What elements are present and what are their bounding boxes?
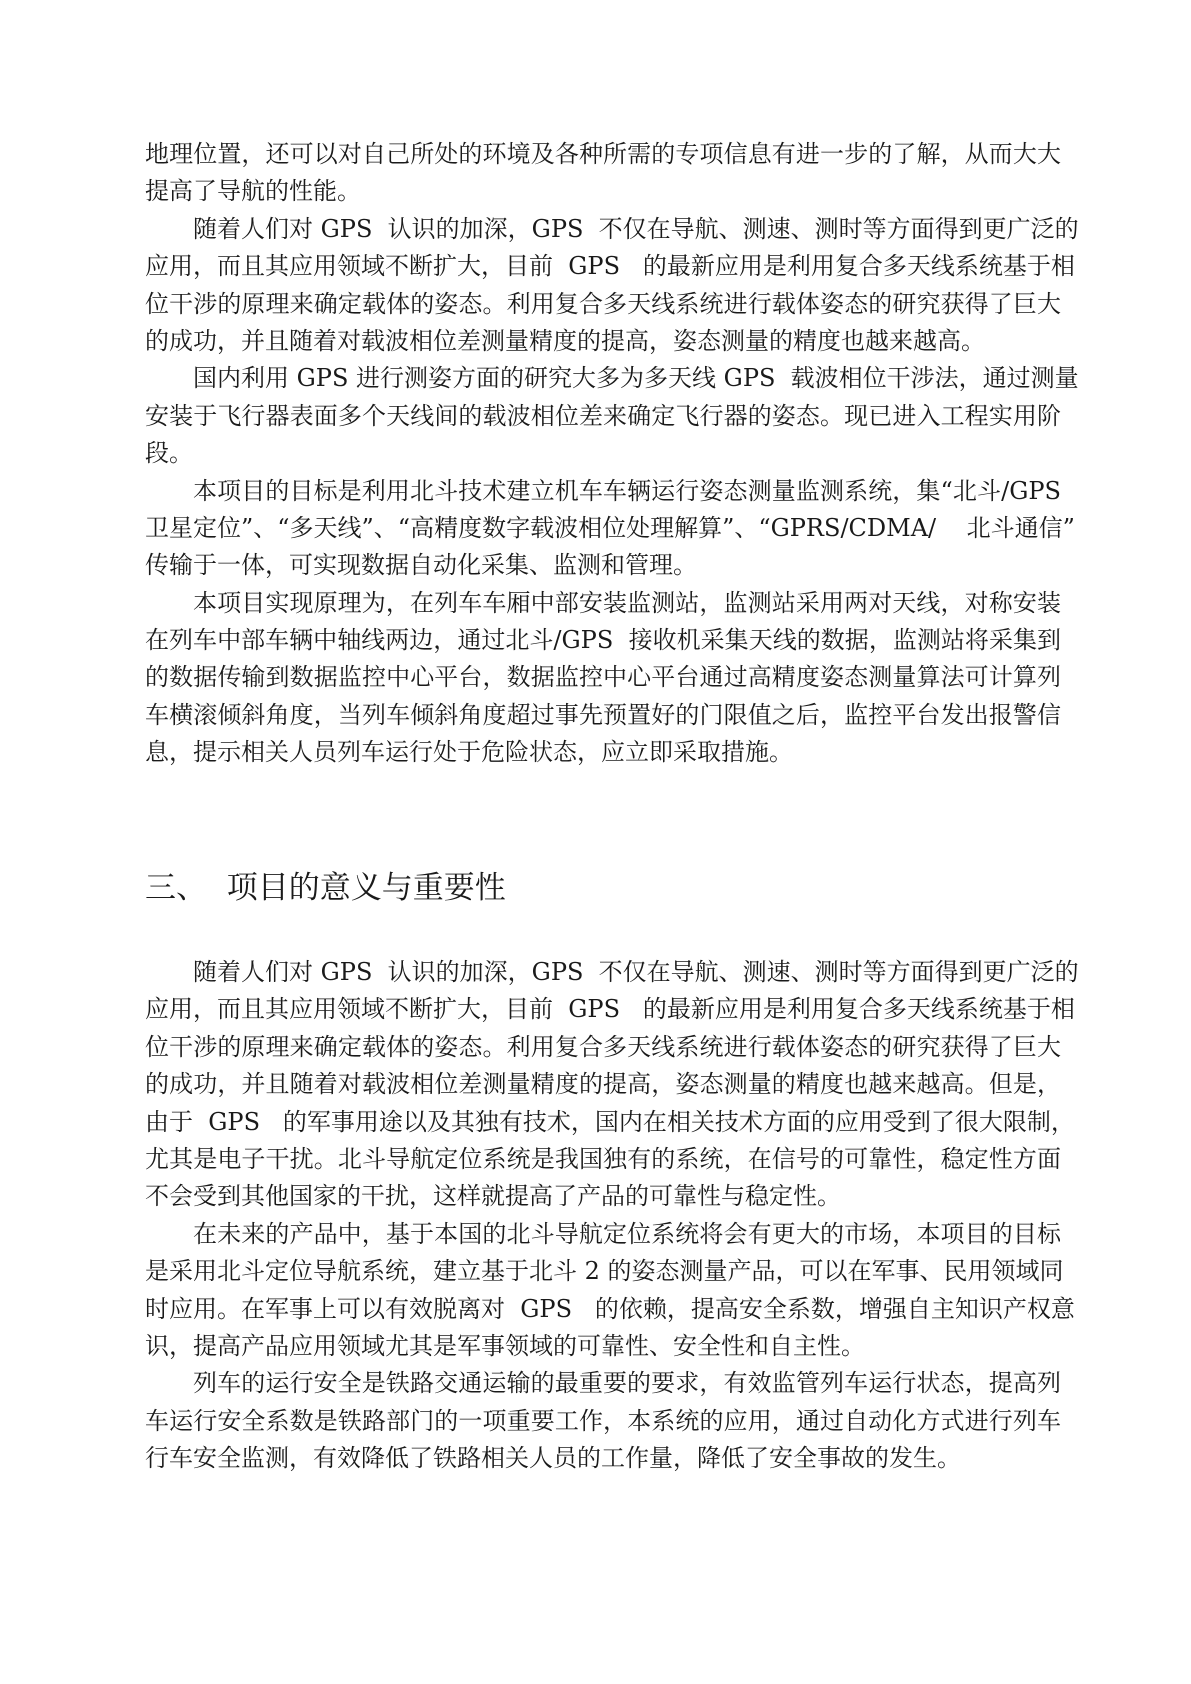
text-line: 识，提高产品应用领域尤其是军事领域的可靠性、安全性和自主性。: [145, 1331, 865, 1360]
text-line: 本项目实现原理为，在列车车厢中部安装监测站，监测站采用两对天线，对称安装: [193, 588, 1061, 617]
text-line: 的数据传输到数据监控中心平台，数据监控中心平台通过高精度姿态测量算法可计算列: [145, 663, 1061, 692]
text-line: 的成功，并且随着对载波相位差测量精度的提高，姿态测量的精度也越来越高。但是，: [145, 1070, 1061, 1099]
text-line: 在列车中部车辆中轴线两边，通过北斗/GPS 接收机采集天线的数据，监测站将采集到: [145, 626, 1061, 655]
text-line: 位干涉的原理来确定载体的姿态。利用复合多天线系统进行载体姿态的研究获得了巨大: [145, 1032, 1061, 1061]
body-section-2: [145, 954, 1079, 1477]
text-line: 是采用北斗定位导航系统，建立基于北斗 2 的姿态测量产品，可以在军事、民用领域同: [145, 1257, 1064, 1286]
text-line: 位干涉的原理来确定载体的姿态。利用复合多天线系统进行载体姿态的研究获得了巨大: [145, 289, 1061, 318]
text-line: 国内利用 GPS 进行测姿方面的研究大多为多天线 GPS 载波相位干涉法，通过测量: [193, 364, 1079, 393]
text-line: 尤其是电子干扰。北斗导航定位系统是我国独有的系统，在信号的可靠性，稳定性方面: [145, 1144, 1061, 1173]
text-line: 应用，而且其应用领域不断扩大，目前 GPS 的最新应用是利用复合多天线系统基于相: [145, 995, 1075, 1024]
text-line: 在未来的产品中，基于本国的北斗导航定位系统将会有更大的市场，本项目的目标: [193, 1219, 1061, 1248]
section-heading: 三、 项目的意义与重要性: [145, 870, 506, 906]
text-line: 传输于一体，可实现数据自动化采集、监测和管理。: [145, 551, 697, 580]
text-line: 时应用。在军事上可以有效脱离对 GPS 的依赖，提高安全系数，增强自主知识产权意: [145, 1294, 1075, 1323]
text-line: 随着人们对 GPS 认识的加深，GPS 不仅在导航、测速、测时等方面得到更广泛的: [193, 958, 1079, 986]
text-line: 的成功，并且随着对载波相位差测量精度的提高，姿态测量的精度也越来越高。: [145, 326, 985, 355]
text-line: 提高了导航的性能。: [145, 177, 361, 206]
body-section-1: [145, 136, 1079, 772]
text-line: 列车的运行安全是铁路交通运输的最重要的要求，有效监管列车运行状态，提高列: [193, 1369, 1061, 1398]
text-line: 由于 GPS 的军事用途以及其独有技术，国内在相关技术方面的应用受到了很大限制，: [145, 1107, 1075, 1136]
text-line: 车横滚倾斜角度，当列车倾斜角度超过事先预置好的门限值之后，监控平台发出报警信: [145, 700, 1061, 729]
text-line: 行车安全监测，有效降低了铁路相关人员的工作量，降低了安全事故的发生。: [145, 1444, 961, 1473]
text-line: 随着人们对 GPS 认识的加深，GPS 不仅在导航、测速、测时等方面得到更广泛的: [193, 214, 1079, 243]
text-line: 卫星定位”、“多天线”、“高精度数字载波相位处理解算”、“GPRS/CDMA/ 北斗通信”: [145, 513, 1075, 542]
text-line: 车运行安全系数是铁路部门的一项重要工作，本系统的应用，通过自动化方式进行列车: [145, 1406, 1061, 1435]
text-line: 应用，而且其应用领域不断扩大，目前 GPS 的最新应用是利用复合多天线系统基于相: [145, 252, 1075, 281]
text-line: 段。: [145, 439, 193, 468]
text-line: 地理位置，还可以对自己所处的环境及各种所需的专项信息有进一步的了解，从而大大: [145, 140, 1061, 168]
text-line: 安装于飞行器表面多个天线间的载波相位差来确定飞行器的姿态。现已进入工程实用阶: [145, 401, 1061, 430]
text-line: 不会受到其他国家的干扰，这样就提高了产品的可靠性与稳定性。: [145, 1182, 841, 1211]
text-line: 息，提示相关人员列车运行处于危险状态，应立即采取措施。: [145, 738, 793, 767]
text-line: 本项目的目标是利用北斗技术建立机车车辆运行姿态测量监测系统，集“北斗/GPS: [193, 476, 1061, 505]
